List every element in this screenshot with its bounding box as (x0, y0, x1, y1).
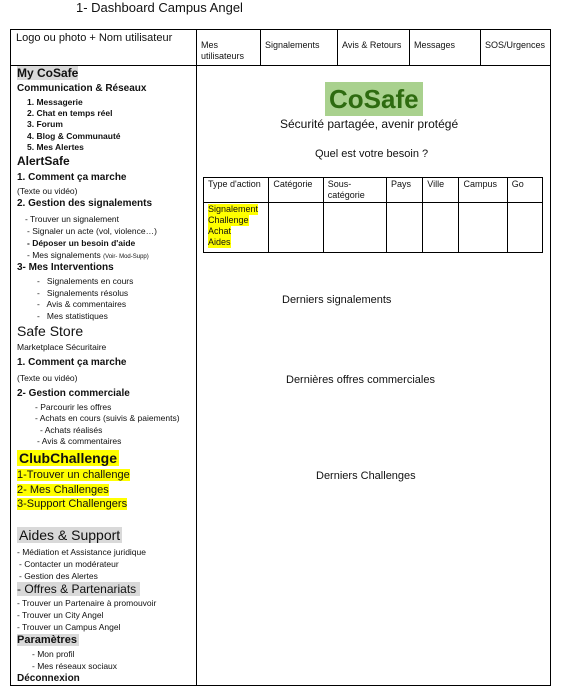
col-city: Ville (423, 178, 459, 203)
menu-request-help[interactable]: - Déposer un besoin d'aide (27, 238, 136, 248)
menu-chat[interactable]: 2. Chat en temps réel (27, 108, 113, 118)
logout-link[interactable]: Déconnexion (17, 673, 80, 684)
city-select[interactable] (423, 203, 459, 253)
col-subcategory: Sous-catégorie (323, 178, 386, 203)
note-text-video: (Texte ou vidéo) (17, 186, 78, 196)
menu-store-how[interactable]: 1. Comment ça marche (17, 357, 127, 368)
section-safestore[interactable]: Safe Store (17, 323, 84, 339)
menu-reviews-comments[interactable]: - Avis & commentaires (37, 299, 127, 309)
menu-report-management[interactable]: 2. Gestion des signalements (17, 198, 153, 209)
menu-my-social-networks[interactable]: - Mes réseaux sociaux (32, 661, 118, 671)
my-reports-note: (Voir- Mod-Supp) (103, 254, 149, 260)
section-alertsafe[interactable]: AlertSafe (17, 154, 70, 168)
safestore-subtitle: Marketplace Sécuritaire (17, 342, 107, 352)
sidebar-divider (196, 29, 197, 686)
menu-blog[interactable]: 4. Blog & Communauté (27, 131, 121, 141)
option-challenge[interactable]: Challenge (208, 215, 249, 225)
menu-find-partner[interactable]: - Trouver un Partenaire à promouvoir (17, 598, 157, 608)
category-select[interactable] (269, 203, 323, 253)
menu-contact-moderator[interactable]: - Contacter un modérateur (19, 559, 119, 569)
menu-purchases-done[interactable]: - Achats réalisés (40, 425, 103, 435)
menu-reports-resolved[interactable]: - Signalements résolus (37, 288, 129, 298)
section-clubchallenge[interactable]: ClubChallenge (19, 450, 118, 466)
menu-browse-offers[interactable]: - Parcourir les offres (35, 402, 112, 412)
menu-forum[interactable]: 3. Forum (27, 119, 63, 129)
menu-my-challenges[interactable]: 2- Mes Challenges (17, 484, 109, 496)
section-communication[interactable]: Communication & Réseaux (17, 83, 147, 94)
menu-find-report[interactable]: - Trouver un signalement (25, 214, 120, 224)
option-aides[interactable]: Aides (208, 237, 231, 247)
subcategory-select[interactable] (323, 203, 386, 253)
option-achat[interactable]: Achat (208, 226, 232, 236)
tab-reports[interactable]: Signalements (261, 29, 338, 65)
col-campus: Campus (459, 178, 507, 203)
note-store-text-video: (Texte ou vidéo) (17, 373, 78, 383)
section-parametres[interactable]: Paramètres (17, 634, 77, 646)
menu-report-act[interactable]: - Signaler un acte (vol, violence…) (27, 226, 157, 236)
menu-messagerie[interactable]: 1. Messagerie (27, 97, 83, 107)
campus-select[interactable] (459, 203, 507, 253)
country-select[interactable] (387, 203, 423, 253)
latest-reports-heading: Derniers signalements (282, 294, 392, 306)
menu-find-city-angel[interactable]: - Trouver un City Angel (17, 610, 104, 620)
col-category: Catégorie (269, 178, 323, 203)
tab-sos[interactable]: SOS/Urgences (485, 40, 546, 50)
menu-commercial-management[interactable]: 2- Gestion commerciale (17, 388, 130, 399)
user-logo-placeholder[interactable]: Logo ou photo + Nom utilisateur (16, 32, 173, 44)
menu-mediation[interactable]: - Médiation et Assistance juridique (17, 547, 146, 557)
document-title: 1- Dashboard Campus Angel (76, 0, 243, 15)
menu-statistics[interactable]: - Mes statistiques (37, 311, 108, 321)
go-button[interactable]: Go (507, 178, 542, 203)
menu-purchases-in-progress[interactable]: - Achats en cours (suivis & paiements) (35, 413, 180, 423)
menu-my-reports[interactable]: - Mes signalements (Voir- Mod-Supp) (27, 250, 149, 260)
tagline: Sécurité partagée, avenir protégé (280, 117, 459, 131)
col-country: Pays (387, 178, 423, 203)
menu-support-challengers[interactable]: 3-Support Challengers (17, 498, 128, 510)
tab-reviews[interactable]: Avis & Retours (338, 29, 410, 65)
col-action-type: Type d'action (204, 178, 269, 203)
menu-store-reviews[interactable]: - Avis & commentaires (37, 436, 122, 446)
search-needs-table (203, 177, 543, 253)
menu-reports-in-progress[interactable]: - Signalements en cours (37, 276, 134, 286)
need-question: Quel est votre besoin ? (315, 148, 429, 160)
go-cell[interactable] (507, 203, 542, 253)
menu-alerts[interactable]: 5. Mes Alertes (27, 142, 84, 152)
tab-users[interactable]: Mes utilisateurs (197, 29, 261, 65)
section-mycosafe[interactable]: My CoSafe (17, 66, 79, 80)
action-type-select[interactable] (204, 203, 269, 253)
menu-find-campus-angel[interactable]: - Trouver un Campus Angel (17, 622, 121, 632)
section-aides-support[interactable]: Aides & Support (19, 527, 121, 543)
menu-how-it-works[interactable]: 1. Comment ça marche (17, 172, 127, 183)
menu-interventions[interactable]: 3- Mes Interventions (17, 262, 114, 273)
option-signalement[interactable]: Signalement (208, 204, 259, 214)
menu-alert-management[interactable]: - Gestion des Alertes (19, 571, 98, 581)
tab-messages[interactable]: Messages (410, 29, 481, 65)
menu-my-profile[interactable]: - Mon profil (32, 649, 75, 659)
latest-offers-heading: Dernières offres commerciales (286, 374, 435, 386)
cosafe-logo: CoSafe (325, 82, 423, 116)
section-offres-partenariats[interactable]: - Offres & Partenariats (17, 582, 140, 596)
menu-find-challenge[interactable]: 1-Trouver un challenge (17, 469, 130, 481)
latest-challenges-heading: Derniers Challenges (316, 470, 416, 482)
header-divider (10, 65, 551, 66)
